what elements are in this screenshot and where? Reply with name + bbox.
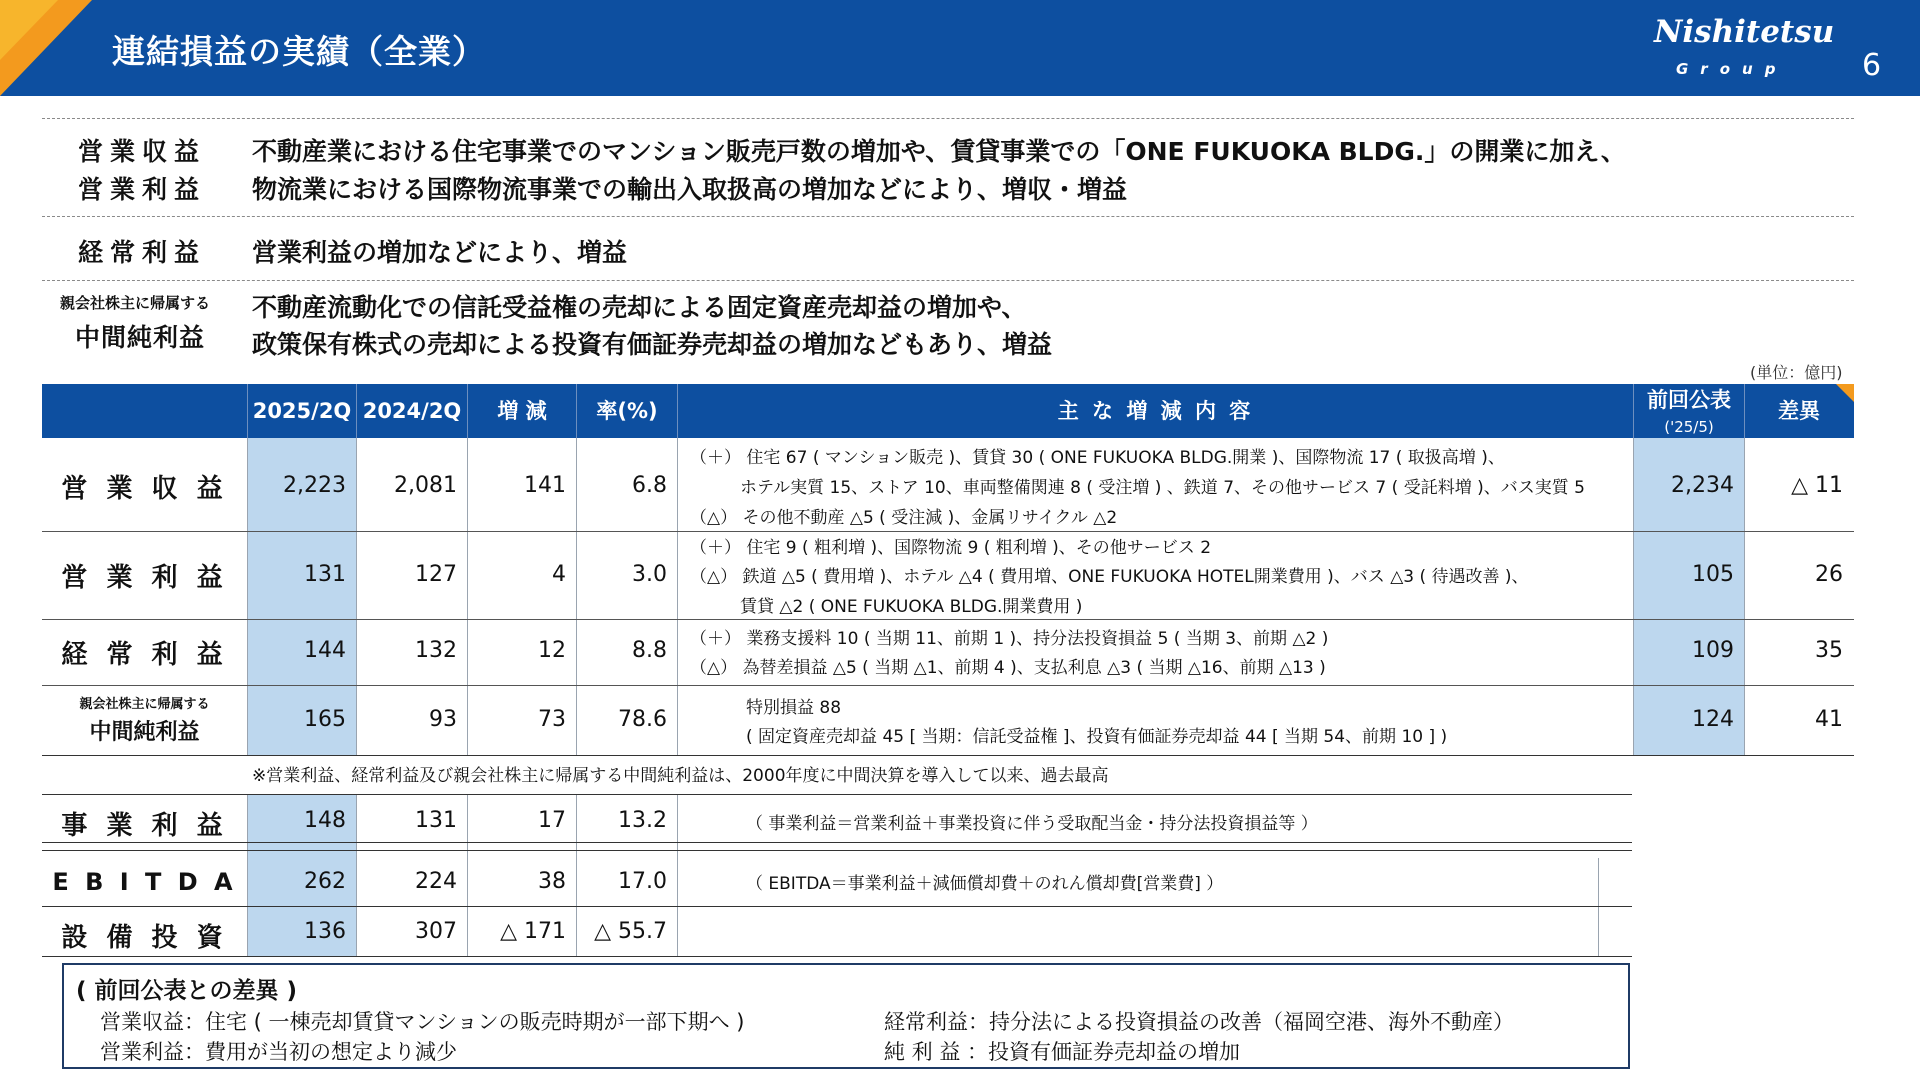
row-note: （＋） 住宅 67 ( マンション販売 )、賃貸 30 ( ONE FUKUOKA BLDG.開業 )、国際物流 17 ( 取扱高増 )、: [690, 448, 1505, 468]
row-divider: [42, 619, 1854, 620]
cell-rate: 17.0: [618, 869, 667, 894]
summary-text-revenue: 不動産業における住宅事業でのマンション販売戸数の増加や、賃貸事業での「ONE FUKUOKA BLDG.」の開業に加え、: [252, 137, 1626, 166]
cell-rate: 6.8: [632, 473, 667, 498]
diff-box-line: 営業収益：住宅 ( 一棟売却賃貸マンションの販売時期が一部下期へ ): [100, 1010, 745, 1034]
header-sep: [467, 384, 468, 438]
header-sep: [576, 384, 577, 438]
cell-2024: 131: [415, 808, 457, 833]
row-note: （△） 為替差損益 △5 ( 当期 △1、前期 4 )、支払利息 △3 ( 当期 △16、前期 △13 ): [690, 658, 1326, 678]
header-sep: [1633, 384, 1634, 438]
cell-2024: 93: [429, 707, 457, 732]
cell-change: △ 171: [500, 919, 566, 944]
cell-2024: 132: [415, 638, 457, 663]
page-number: 6: [1862, 48, 1882, 83]
header-accent-inner: [0, 0, 58, 60]
header-sep: [247, 384, 248, 438]
cell-change: 12: [538, 638, 566, 663]
row-label-op-income: 営 業 利 益: [61, 563, 228, 593]
cell-2024: 307: [415, 919, 457, 944]
summary-label-op-income: 営業利益: [78, 175, 207, 204]
row-note: 特別損益 88: [746, 698, 842, 718]
row-divider: [42, 794, 1632, 795]
company-logo-sub: Group: [1676, 60, 1788, 78]
col-header-diff: 差異: [1778, 399, 1820, 423]
table-bottom-border: [42, 755, 1854, 756]
cell-rate: 3.0: [632, 562, 667, 587]
row-divider: [42, 842, 1632, 843]
cell-diff: △ 11: [1791, 473, 1843, 498]
col-sep: [677, 794, 678, 956]
col-header-rate: 率(%): [596, 399, 658, 423]
cell-rate: △ 55.7: [594, 919, 667, 944]
col-header-main: 主 な 増 減 内 容: [1057, 399, 1254, 423]
row-note: （ 事業利益＝営業利益＋事業投資に伴う受取配当金・持分法投資損益等 ）: [746, 814, 1318, 834]
col-header-2024: 2024/2Q: [362, 399, 462, 423]
divider: [42, 216, 1854, 217]
cell-2025: 165: [304, 707, 346, 732]
header-sep: [356, 384, 357, 438]
cell-change: 4: [552, 562, 566, 587]
cell-change: 73: [538, 707, 566, 732]
cell-2024: 2,081: [394, 473, 457, 498]
header-sep: [1744, 384, 1745, 438]
col-sep: [1598, 858, 1599, 956]
col-header-2025: 2025/2Q: [252, 399, 352, 423]
col-header-change: 増 減: [497, 399, 547, 423]
row-label-ordinary: 経 常 利 益: [61, 640, 228, 670]
cell-prev: 2,234: [1671, 473, 1734, 498]
row-divider: [42, 531, 1854, 532]
row-divider: [42, 906, 1632, 907]
summary-label-ordinary: 経常利益: [78, 238, 207, 267]
cell-change: 141: [524, 473, 566, 498]
diff-box-line: 純 利 益 ：投資有価証券売却益の増加: [884, 1040, 1241, 1064]
diff-box-line: 経常利益：持分法による投資損益の改善（福岡空港、海外不動産）: [884, 1010, 1514, 1034]
page-title: 連結損益の実績（全業）: [112, 32, 486, 71]
row-note: （＋） 住宅 9 ( 粗利増 )、国際物流 9 ( 粗利増 )、その他サービス 2: [690, 538, 1212, 558]
cell-prev: 109: [1692, 638, 1734, 663]
cell-rate: 8.8: [632, 638, 667, 663]
row-divider: [42, 956, 1632, 957]
summary-text-ordinary: 営業利益の増加などにより、増益: [252, 238, 628, 267]
cell-rate: 13.2: [618, 808, 667, 833]
row-note: （△） 鉄道 △5 ( 費用増 )、ホテル △4 ( 費用増、ONE FUKUOKA HOTEL開業費用 )、バス △3 ( 待遇改善 )、: [690, 567, 1529, 587]
summary-label-net-small: 親会社株主に帰属する: [60, 294, 211, 312]
cell-change: 38: [538, 869, 566, 894]
corner-accent: [1836, 384, 1854, 402]
summary-text-net-2: 政策保有株式の売却による投資有価証券売却益の増加などもあり、増益: [252, 330, 1053, 359]
summary-label-net: 中間純利益: [75, 323, 206, 352]
summary-label-revenue: 営業収益: [78, 137, 207, 166]
cell-2025: 262: [304, 869, 346, 894]
summary-text-net-1: 不動産流動化での信託受益権の売却による固定資産売却益の増加や、: [252, 293, 1027, 322]
cell-prev: 105: [1692, 562, 1734, 587]
cell-2025: 131: [304, 562, 346, 587]
row-label-business-profit: 事 業 利 益: [61, 811, 228, 841]
header-sep: [677, 384, 678, 438]
cell-diff: 26: [1815, 562, 1843, 587]
divider: [42, 280, 1854, 281]
diff-box-line: 営業利益：費用が当初の想定より減少: [100, 1040, 457, 1064]
divider: [42, 118, 1854, 119]
cell-rate: 78.6: [618, 707, 667, 732]
diff-box-title: ( 前回公表との差異 ): [76, 978, 298, 1004]
row-label-net-small: 親会社株主に帰属する: [79, 697, 210, 712]
cell-2025: 136: [304, 919, 346, 944]
row-note: ( 固定資産売却益 45 [ 当期：信託受益権 ]、投資有価証券売却益 44 [ 当期 54、前期 10 ] ): [746, 727, 1448, 747]
row-label-revenue: 営 業 収 益: [61, 474, 228, 504]
row-note: （ EBITDA＝事業利益＋減価償却費＋のれん償却費[営業費] ）: [746, 874, 1224, 894]
col-sep: [677, 438, 678, 755]
row-note: （△） その他不動産 △5 ( 受注減 )、金属リサイクル △2: [690, 508, 1118, 528]
cell-diff: 35: [1815, 638, 1843, 663]
row-divider: [42, 685, 1854, 686]
cell-2025: 144: [304, 638, 346, 663]
col-header-prev-sub: ('25/5): [1664, 418, 1714, 436]
row-note: （＋） 業務支援料 10 ( 当期 11、前期 1 )、持分法投資損益 5 ( 当期 3、前期 △2 ): [690, 629, 1329, 649]
cell-prev: 124: [1692, 707, 1734, 732]
cell-diff: 41: [1815, 707, 1843, 732]
row-label-net: 中間純利益: [89, 720, 200, 745]
row-note: ホテル実質 15、ストア 10、車両整備関連 8 ( 受注増 ) 、鉄道 7、その他サービス 7 ( 受託料増 )、バス実質 5: [740, 478, 1585, 498]
row-label-ebitda: E B I T D A: [52, 868, 237, 896]
cell-2025: 2,223: [283, 473, 346, 498]
cell-2025: 148: [304, 808, 346, 833]
unit-note: (単位：億円): [1750, 363, 1843, 382]
row-divider: [42, 850, 1632, 851]
footnote: ※営業利益、経常利益及び親会社株主に帰属する中間純利益は、2000年度に中間決算を導入して以来、過去最高: [252, 766, 1109, 786]
cell-change: 17: [538, 808, 566, 833]
row-label-capex: 設 備 投 資: [61, 923, 228, 953]
summary-text-op-income: 物流業における国際物流事業での輸出入取扱高の増加などにより、増収・増益: [252, 175, 1128, 204]
col-header-prev: 前回公表: [1647, 388, 1731, 412]
cell-2024: 127: [415, 562, 457, 587]
company-logo: Nishitetsu: [1654, 14, 1835, 50]
row-note: 賃貸 △2 ( ONE FUKUOKA BLDG.開業費用 ): [740, 597, 1083, 617]
cell-2024: 224: [415, 869, 457, 894]
